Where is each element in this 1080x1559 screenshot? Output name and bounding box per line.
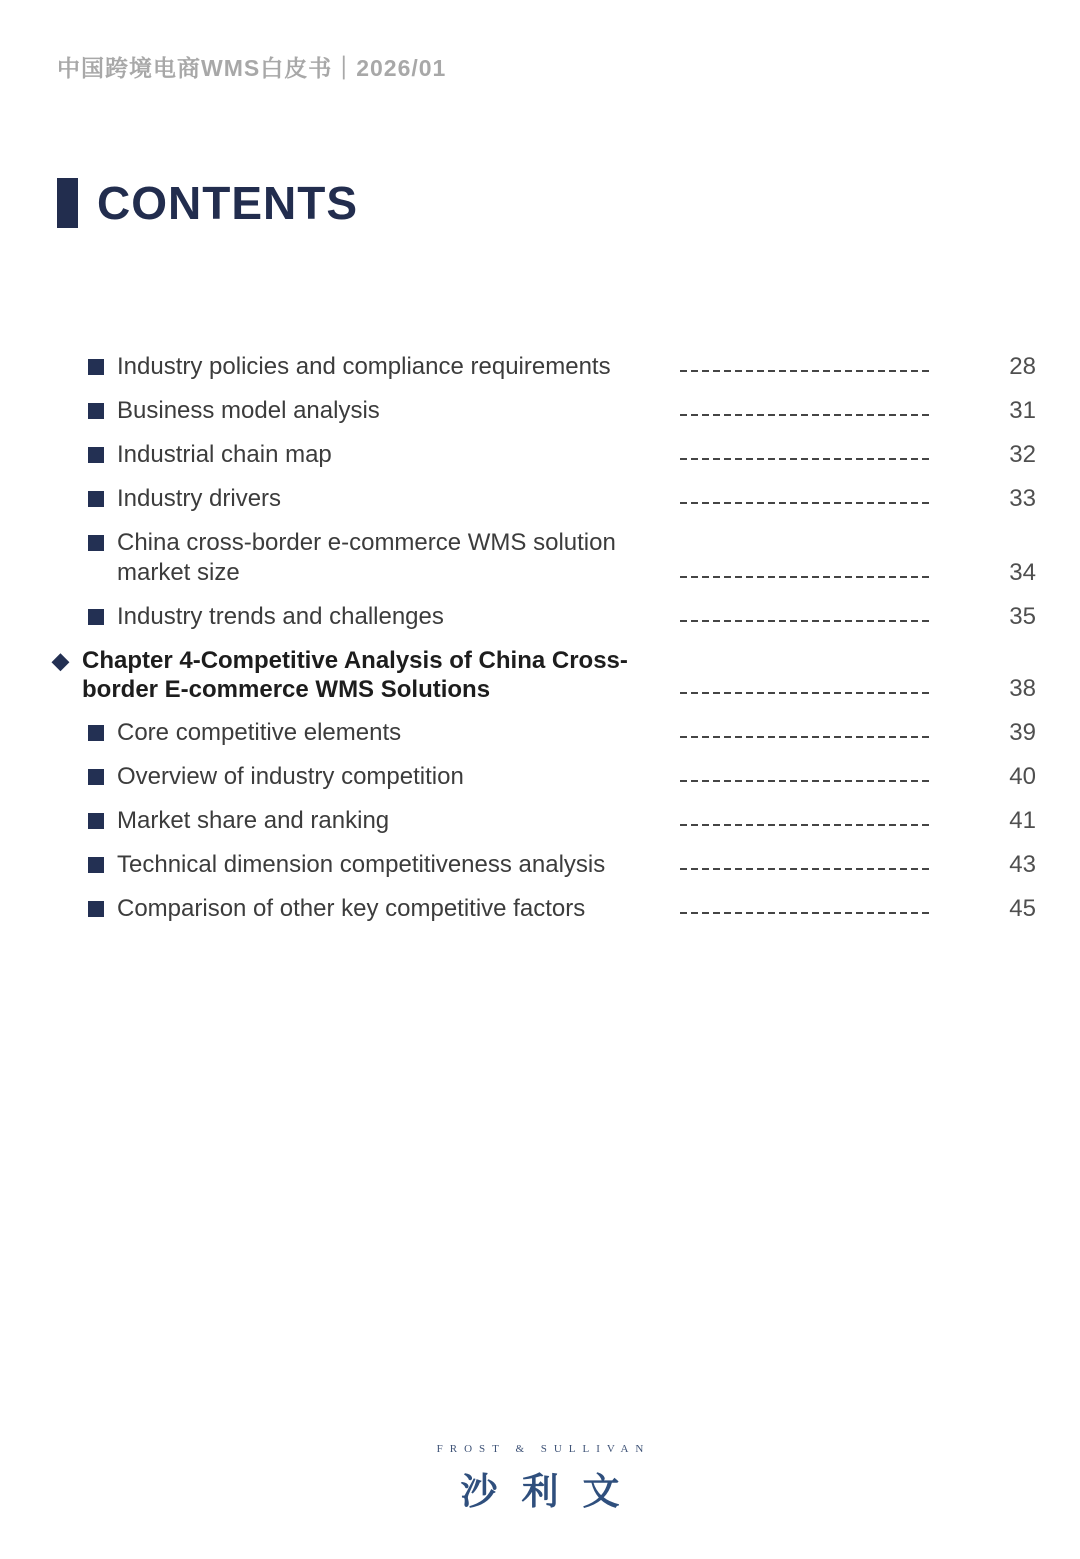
toc-row xyxy=(0,718,1036,748)
toc-item-label xyxy=(117,894,680,924)
toc-label-line: Industrial chain map xyxy=(117,441,332,468)
square-bullet-icon xyxy=(88,535,104,551)
toc-page-number: 28 xyxy=(1009,353,1036,380)
page-title: CONTENTS xyxy=(97,177,358,229)
toc-item-label xyxy=(117,484,680,514)
toc-item-label xyxy=(117,806,680,836)
toc-leader-dashes xyxy=(680,824,930,826)
toc-row xyxy=(0,894,1036,924)
square-bullet-icon xyxy=(88,857,104,873)
diamond-bullet-icon: ◆ xyxy=(52,648,69,673)
toc-page-number: 31 xyxy=(1009,397,1036,424)
toc-row xyxy=(0,602,1036,632)
toc-page-number: 41 xyxy=(1009,807,1036,834)
toc-row xyxy=(0,646,1036,704)
square-bullet-icon xyxy=(88,359,104,375)
toc-page-number: 33 xyxy=(1009,485,1036,512)
toc-label-line: Industry policies and compliance requirements xyxy=(117,353,611,380)
square-bullet-icon xyxy=(88,769,104,785)
square-bullet-icon xyxy=(88,901,104,917)
square-bullet-icon xyxy=(88,447,104,463)
toc-leader-dashes xyxy=(680,576,930,578)
toc-page-number: 35 xyxy=(1009,603,1036,630)
toc-row xyxy=(0,396,1036,426)
toc-row xyxy=(0,806,1036,836)
toc-label-line: Core competitive elements xyxy=(117,719,402,746)
page-header-title: 中国跨境电商WMS白皮书｜2026/01 xyxy=(57,55,447,81)
toc-page-number: 32 xyxy=(1009,441,1036,468)
contents-heading xyxy=(57,178,358,228)
toc-page-number: 38 xyxy=(1009,675,1036,702)
toc-label-line: Technical dimension competitiveness analysis xyxy=(117,851,606,878)
square-bullet-icon xyxy=(88,609,104,625)
square-bullet-icon xyxy=(88,725,104,741)
title-accent-bar xyxy=(57,178,78,228)
toc-item-label xyxy=(52,646,680,704)
toc-row xyxy=(0,440,1036,470)
toc-item-label xyxy=(117,352,680,382)
toc-leader-dashes xyxy=(680,414,930,416)
toc-row xyxy=(0,352,1036,382)
toc-label-line: Market share and ranking xyxy=(117,807,390,834)
toc-item-label xyxy=(117,528,680,588)
toc-item-label xyxy=(117,396,680,426)
frost-sullivan-wordmark: FROST & SULLIVAN xyxy=(436,1443,651,1455)
toc-leader-dashes xyxy=(680,912,930,914)
toc-row xyxy=(0,762,1036,792)
toc-list xyxy=(0,352,1036,938)
toc-leader-dashes xyxy=(680,370,930,372)
toc-label-line: border E-commerce WMS Solutions xyxy=(82,676,491,703)
toc-page-number: 40 xyxy=(1009,763,1036,790)
footer-logo xyxy=(0,1443,1080,1515)
toc-row xyxy=(0,850,1036,880)
toc-row xyxy=(0,484,1036,514)
toc-leader-dashes xyxy=(680,736,930,738)
toc-item-label xyxy=(117,602,680,632)
toc-row xyxy=(0,528,1036,588)
toc-label-line: China cross-border e-commerce WMS solution xyxy=(117,529,616,556)
toc-label-line: market size xyxy=(117,559,240,586)
toc-label-line: Overview of industry competition xyxy=(117,763,464,790)
page-header xyxy=(57,50,446,83)
toc-item-label xyxy=(117,762,680,792)
toc-item-label xyxy=(117,440,680,470)
square-bullet-icon xyxy=(88,491,104,507)
toc-label-line: Industry trends and challenges xyxy=(117,603,444,630)
toc-label-line: Chapter 4-Competitive Analysis of China Cross- xyxy=(82,647,628,674)
toc-page-number: 39 xyxy=(1009,719,1036,746)
toc-page-number: 43 xyxy=(1009,851,1036,878)
square-bullet-icon xyxy=(88,403,104,419)
toc-leader-dashes xyxy=(680,458,930,460)
toc-page-number: 45 xyxy=(1009,895,1036,922)
toc-label-line: Industry drivers xyxy=(117,485,282,512)
shaliwen-logo-text: 沙利文 xyxy=(460,1471,644,1512)
toc-leader-dashes xyxy=(680,620,930,622)
toc-page-number: 34 xyxy=(1009,559,1036,586)
toc-item-label xyxy=(117,718,680,748)
toc-leader-dashes xyxy=(680,868,930,870)
toc-item-label xyxy=(117,850,680,880)
toc-leader-dashes xyxy=(680,780,930,782)
square-bullet-icon xyxy=(88,813,104,829)
toc-leader-dashes xyxy=(680,502,930,504)
toc-leader-dashes xyxy=(680,692,930,694)
toc-label-line: Business model analysis xyxy=(117,397,380,424)
toc-label-line: Comparison of other key competitive factors xyxy=(117,895,586,922)
